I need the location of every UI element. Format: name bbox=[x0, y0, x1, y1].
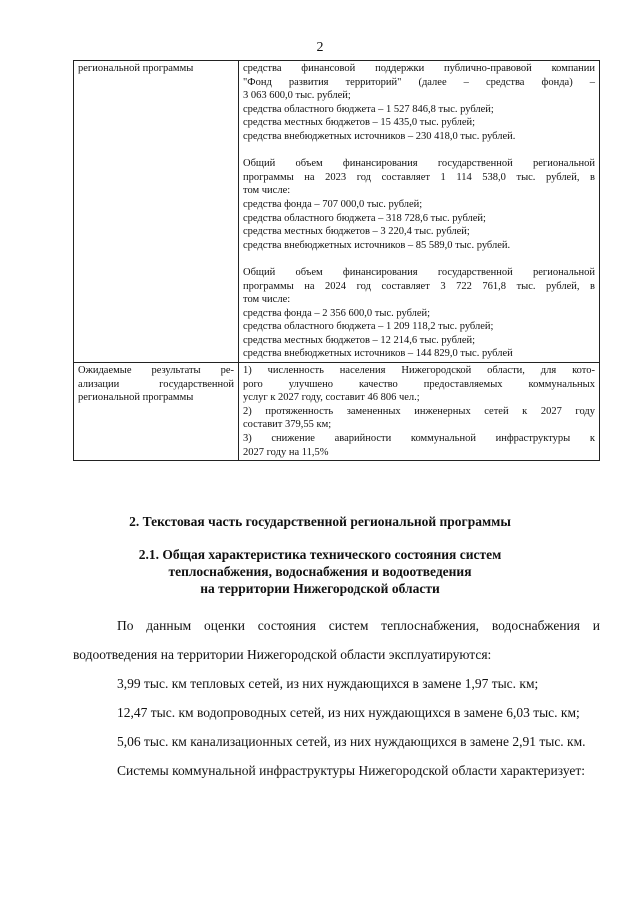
label-line: ализации государственной bbox=[78, 378, 234, 390]
subsection-title-line: 2.1. Общая характеристика технического состояния систем bbox=[138, 547, 502, 562]
result-line: 3) снижение аварийности коммунальной инфраструктуры к bbox=[243, 433, 595, 445]
funding-line: том числе: bbox=[243, 294, 291, 306]
paragraph: 3,99 тыс. км тепловых сетей, из них нуждающихся в замене 1,97 тыс. км; bbox=[117, 676, 539, 691]
paragraph: Системы коммунальной инфраструктуры Нижегородской области характеризует: bbox=[117, 763, 586, 778]
funding-line: Общий объем финансирования государственной региональной bbox=[243, 158, 595, 170]
results-cell bbox=[239, 363, 600, 461]
subsection-title-line: на территории Нижегородской области bbox=[200, 581, 440, 596]
page-number: 2 bbox=[316, 40, 324, 55]
row-label: региональной программы bbox=[74, 61, 239, 363]
funding-line: средства местных бюджетов – 12 214,6 тыс. рублей; bbox=[243, 334, 476, 346]
funding-line: Общий объем финансирования государственной региональной bbox=[243, 266, 595, 278]
funding-line: средства местных бюджетов – 3 220,4 тыс. рублей; bbox=[243, 226, 470, 238]
funding-line: средства областного бюджета – 1 209 118,2 тыс. рублей; bbox=[243, 321, 494, 333]
funding-line: средства местных бюджетов – 15 435,0 тыс. рублей; bbox=[243, 117, 476, 129]
result-line: услуг к 2027 году, составит 46 806 чел.; bbox=[243, 392, 420, 404]
paragraph: 12,47 тыс. км водопроводных сетей, из них нуждающихся в замене 6,03 тыс. км; bbox=[117, 705, 580, 720]
funding-line: средства областного бюджета – 1 527 846,8 тыс. рублей; bbox=[243, 103, 494, 115]
funding-line: средства внебюджетных источников – 85 589,0 тыс. рублей. bbox=[243, 239, 511, 251]
program-passport-table bbox=[73, 60, 600, 461]
funding-line: программы на 2024 год составляет 3 722 761,8 тыс. рублей, в bbox=[243, 280, 595, 292]
paragraph: По данным оценки состояния систем теплоснабжения, водоснабжения и водоотведения на территории Нижегородской области эксплуатируются: bbox=[73, 618, 600, 662]
funding-cell bbox=[239, 61, 600, 363]
result-line: рого улучшено качество предоставляемых коммунальных bbox=[243, 378, 595, 390]
funding-line: средства внебюджетных источников – 230 418,0 тыс. рублей. bbox=[243, 130, 516, 142]
subsection-title-line: теплоснабжения, водоснабжения и водоотведения bbox=[168, 564, 472, 579]
subsection-title bbox=[0, 546, 640, 597]
result-line: 1) численность населения Нижегородской области, для кото- bbox=[243, 365, 595, 377]
table-row bbox=[74, 363, 600, 461]
paragraph: 5,06 тыс. км канализационных сетей, из них нуждающихся в замене 2,91 тыс. км. bbox=[117, 734, 586, 749]
funding-line: том числе: bbox=[243, 185, 291, 197]
funding-line: средства областного бюджета – 318 728,6 тыс. рублей; bbox=[243, 212, 486, 224]
funding-line: программы на 2023 год составляет 1 114 538,0 тыс. рублей, в bbox=[243, 171, 595, 183]
funding-line: средства финансовой поддержки публично-правовой компании bbox=[243, 63, 595, 74]
funding-line: "Фонд развития территорий" (далее – средства фонда) – bbox=[243, 76, 595, 88]
result-line: составит 379,55 км; bbox=[243, 419, 332, 431]
result-line: 2) протяженность замененных инженерных сетей к 2027 году bbox=[243, 405, 595, 417]
funding-line: средства внебюджетных источников – 144 829,0 тыс. рублей bbox=[243, 348, 513, 360]
label-line: Ожидаемые результаты ре- bbox=[78, 365, 234, 377]
table-row bbox=[74, 61, 600, 363]
funding-line: средства фонда – 2 356 600,0 тыс. рублей; bbox=[243, 307, 431, 319]
funding-line: средства фонда – 707 000,0 тыс. рублей; bbox=[243, 198, 423, 210]
result-line: 2027 году на 11,5% bbox=[243, 446, 329, 458]
label-line: региональной программы bbox=[78, 392, 194, 404]
body-text bbox=[73, 611, 600, 785]
row-label bbox=[74, 363, 239, 461]
funding-line: 3 063 600,0 тыс. рублей; bbox=[243, 90, 351, 102]
section-title: 2. Текстовая часть государственной региональной программы bbox=[129, 514, 511, 529]
